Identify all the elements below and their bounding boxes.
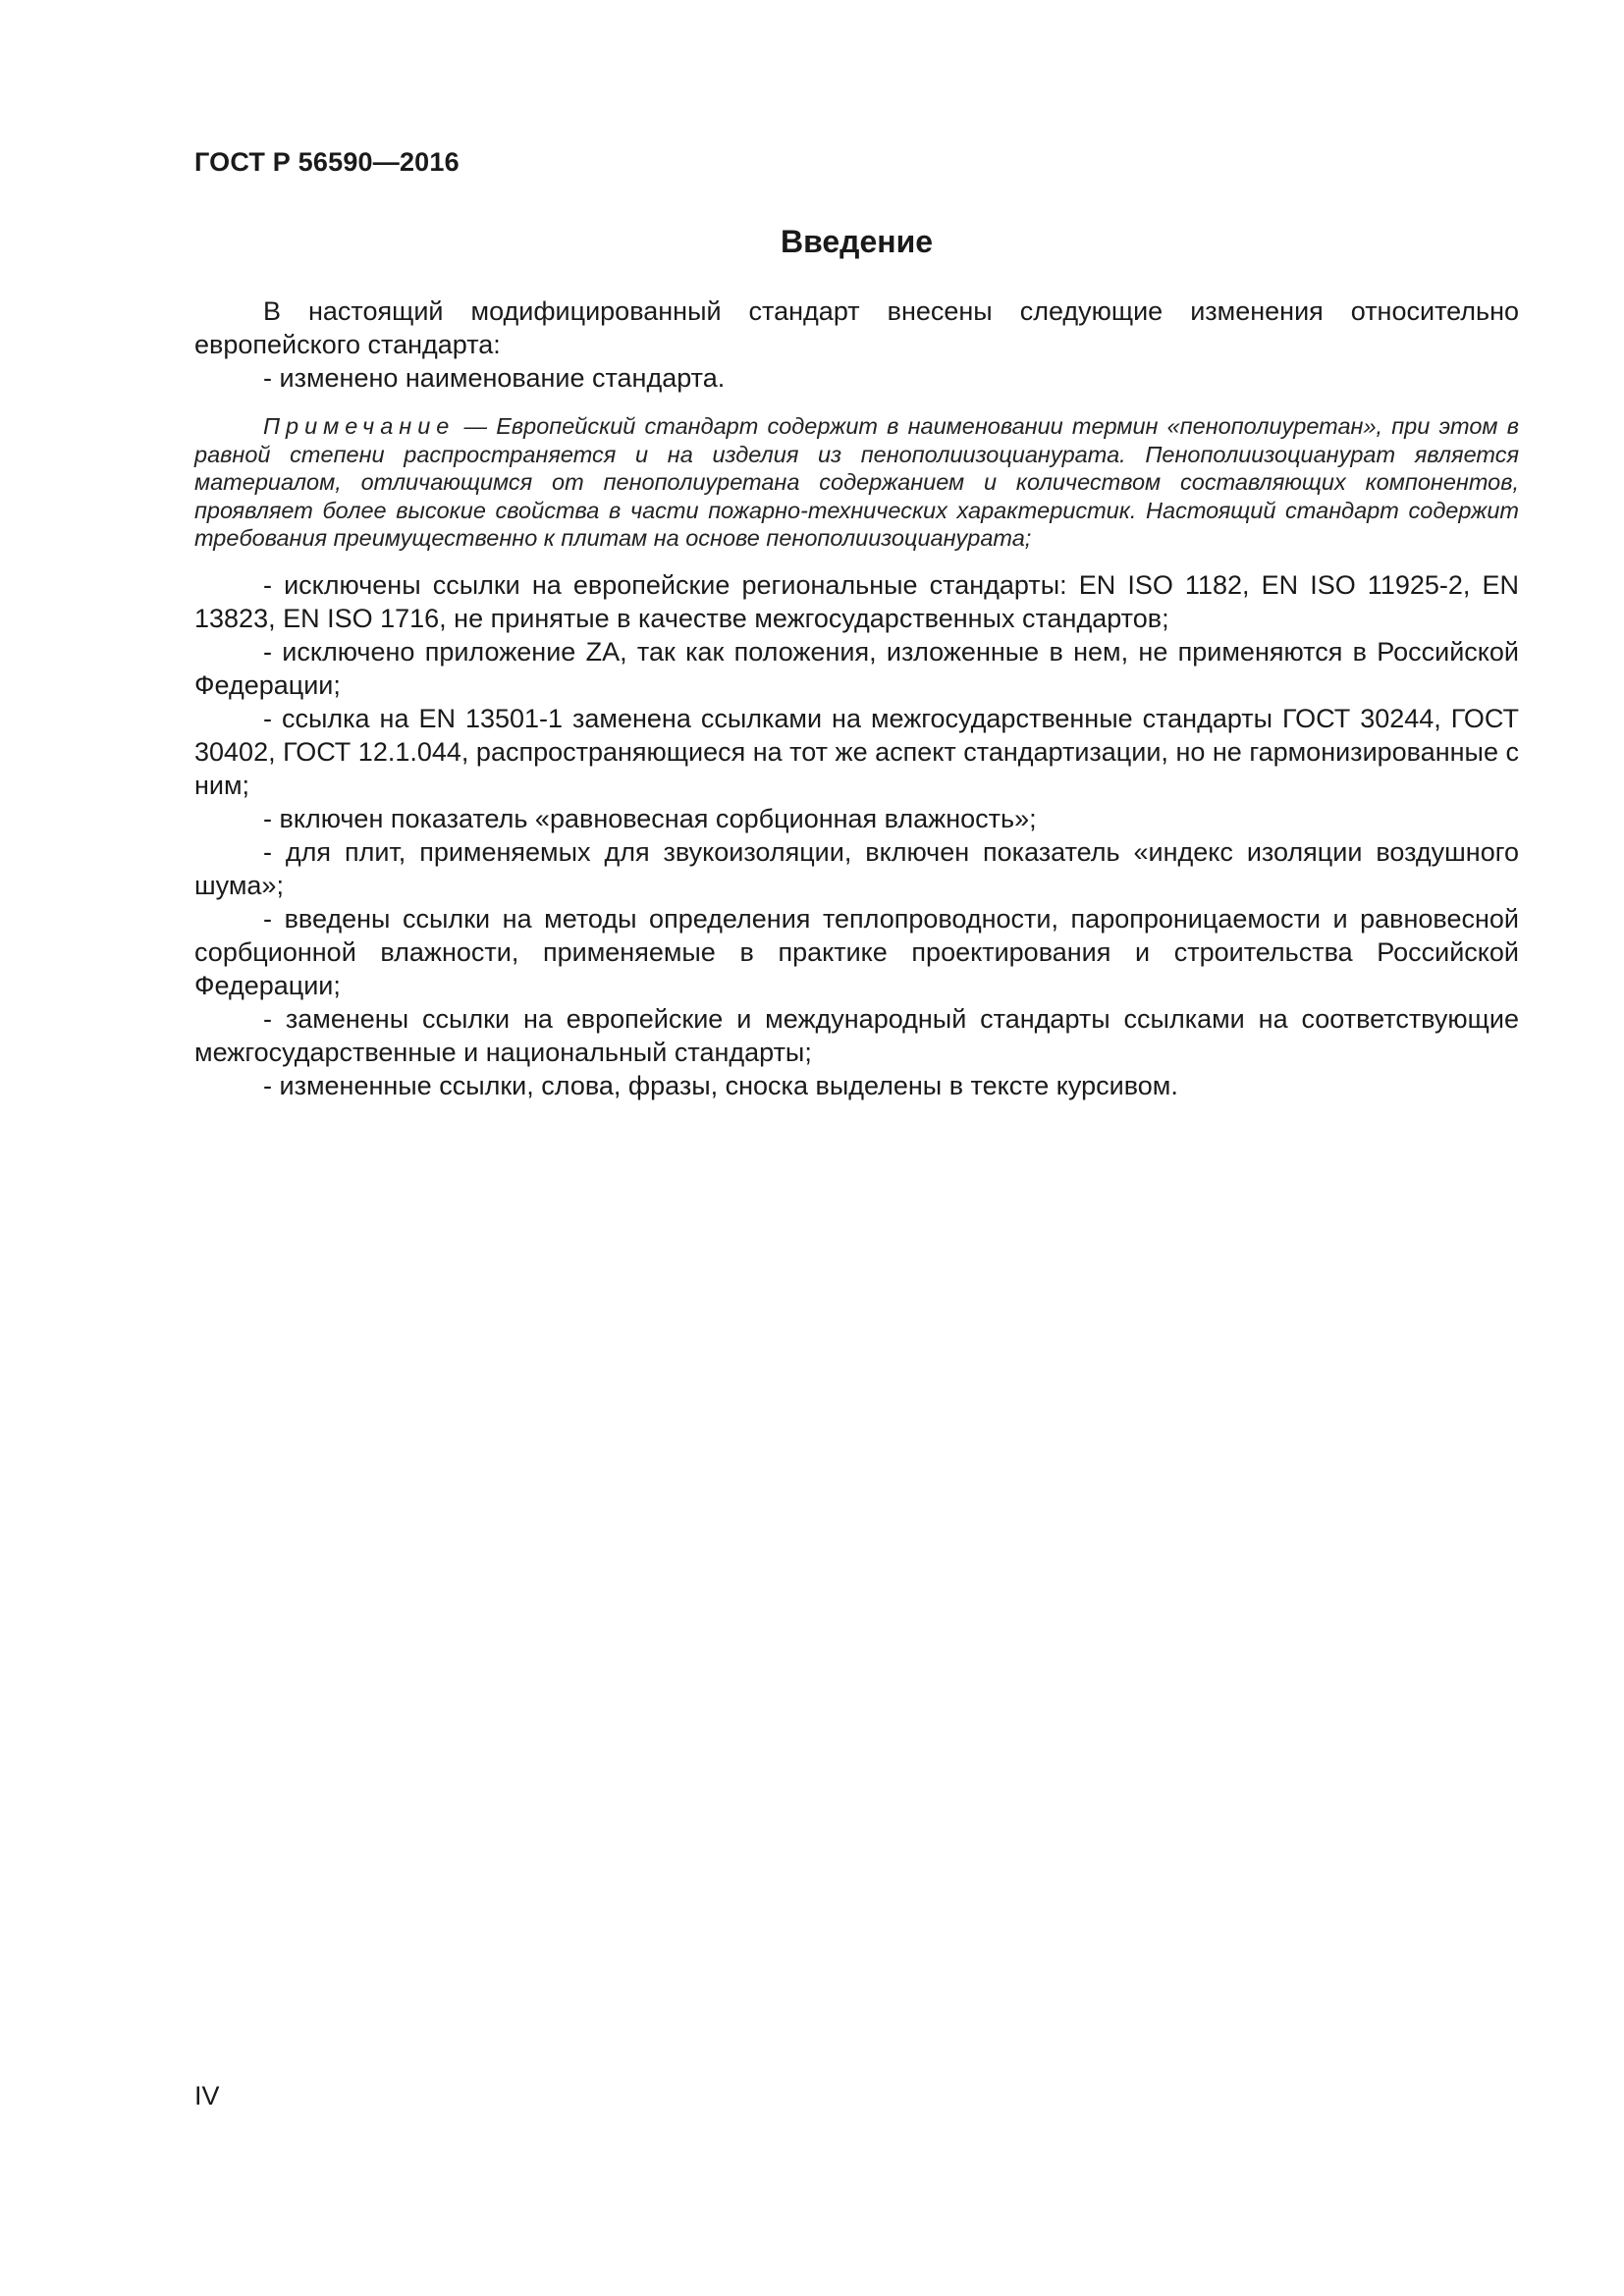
intro-paragraph: В настоящий модифицированный стандарт внесены следующие изменения относительно европейского стандарта: <box>194 296 1519 359</box>
change-item: - исключены ссылки на европейские региональные стандарты: EN ISO 1182, EN ISO 11925-2, EN 13823, EN ISO 1716, не принятые в качестве межгосударственных стандартов; <box>194 569 1519 633</box>
change-item: - исключено приложение ZA, так как положения, изложенные в нем, не применяются в Российской Федерации; <box>194 636 1519 700</box>
change-item: - изменено наименование стандарта. <box>263 363 726 393</box>
change-item: - введены ссылки на методы определения теплопроводности, паропроницаемости и равновесной сорбционной влажности, применяемые в практике проектирования и строительства Российской Федерации; <box>194 903 1519 1000</box>
section-title: Введение <box>780 224 934 259</box>
note-label: Примечание <box>263 413 456 439</box>
document-id-header: ГОСТ Р 56590—2016 <box>194 147 460 177</box>
change-item: - измененные ссылки, слова, фразы, сноска выделены в тексте курсивом. <box>263 1070 1178 1100</box>
section-body <box>194 294 1519 1102</box>
change-item: - включен показатель «равновесная сорбционная влажность»; <box>263 803 1037 833</box>
note-text: — Европейский стандарт содержит в наименовании термин «пенополиуретан», при этом в равной степени распространяется и на изделия из пенополиизоцианурата. Пенополиизоцианурат является материалом, отличающимся от пенополиуретана содержанием и количеством составляющих компонентов, проявляет более высокие свойства в части пожарно-технических характеристик. Настоящий стандарт содержит требования преимущественно к плитам на основе пенополиизоцианурата; <box>194 413 1519 551</box>
change-item: - для плит, применяемых для звукоизоляции, включен показатель «индекс изоляции воздушного шума»; <box>194 836 1519 900</box>
note-block <box>194 412 1519 553</box>
page-number: IV <box>194 2081 220 2110</box>
change-item: - заменены ссылки на европейские и международный стандарты ссылками на соответствующие межгосударственные и национальный стандарты; <box>194 1003 1519 1067</box>
change-item: - ссылка на EN 13501-1 заменена ссылками на межгосударственные стандарты ГОСТ 30244, ГОСТ 30402, ГОСТ 12.1.044, распространяющиеся на тот же аспект стандартизации, но не гармонизированные с ним; <box>194 703 1519 800</box>
